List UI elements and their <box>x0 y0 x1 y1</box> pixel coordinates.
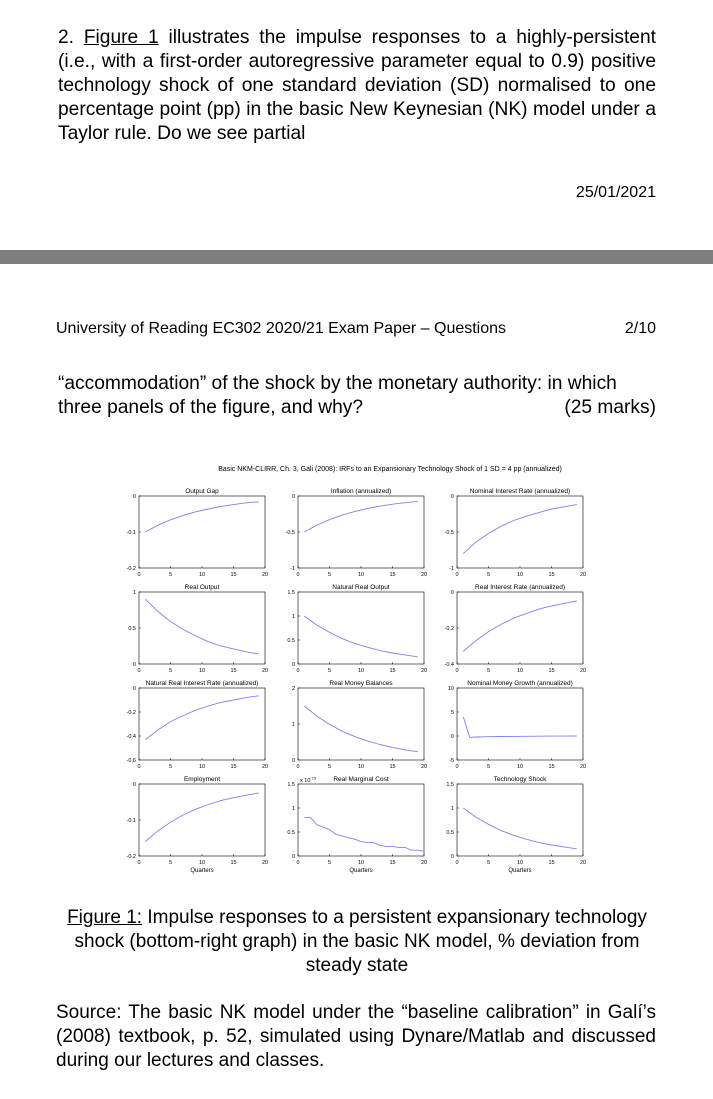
x-tick-label: 10 <box>198 668 206 674</box>
x-tick-label: 0 <box>296 668 300 674</box>
x-tick-label: 15 <box>548 572 555 578</box>
x-tick-label: 10 <box>516 668 524 674</box>
irf-panel-1 <box>286 488 428 578</box>
x-tick-label: 20 <box>579 764 587 770</box>
x-tick-label: 0 <box>296 860 300 866</box>
x-tick-label: 0 <box>455 668 459 674</box>
panel-title: Output Gap <box>185 488 219 495</box>
x-tick-label: 5 <box>486 572 491 578</box>
y-tick-label: -0.1 <box>126 818 136 824</box>
page-number: 2/10 <box>624 320 656 337</box>
x-tick-label: 20 <box>420 764 428 770</box>
figure-suptitle: Basic NKM-CLIRR, Ch. 3, Gali (2008): IRFs to an Expansionary Technology Shock of 1 SD = 4 pp (annualized) <box>218 466 562 473</box>
panel-frame <box>139 592 265 664</box>
x-axis-label: Quarters <box>190 868 214 874</box>
irf-line <box>145 502 258 532</box>
x-tick-label: 20 <box>420 668 428 674</box>
y-tick-label: -0.5 <box>285 530 295 536</box>
panel-frame <box>457 784 583 856</box>
y-tick-label: 10 <box>447 686 454 692</box>
y-tick-label: 0 <box>450 590 454 596</box>
y-tick-label: 1 <box>450 806 454 812</box>
irf-panel-9 <box>127 776 269 874</box>
question-text-part2 <box>58 372 656 420</box>
y-tick-label: 1 <box>291 806 295 812</box>
impulse-response-figure <box>108 458 618 874</box>
y-tick-label: 0 <box>132 782 136 788</box>
panel-title: Inflation (annualized) <box>330 488 392 495</box>
y-tick-label: -0.4 <box>126 734 136 740</box>
panel-frame <box>457 688 583 760</box>
y-multiplier: x $10^{-15}$ <box>300 775 317 784</box>
y-tick-label: 0 <box>132 494 136 500</box>
irf-line <box>463 601 576 651</box>
x-tick-label: 10 <box>516 764 524 770</box>
x-tick-label: 20 <box>420 572 428 578</box>
y-tick-label: -0.2 <box>126 710 136 716</box>
x-tick-label: 15 <box>230 572 237 578</box>
x-axis-label: Quarters <box>508 868 532 874</box>
irf-panel-0 <box>127 488 269 578</box>
panel-title: Natural Real Interest Rate (annualized) <box>145 680 259 687</box>
x-tick-label: 15 <box>230 860 237 866</box>
panel-title: Real Marginal Cost <box>333 776 389 783</box>
irf-line <box>304 501 417 532</box>
x-tick-label: 5 <box>486 668 491 674</box>
y-tick-label: 0.5 <box>287 638 295 644</box>
y-tick-label: 0 <box>450 494 454 500</box>
question-body: illustrates the impulse responses to a highly-persistent (i.e., with a first-order autoregressive parameter equal to 0.9) positive technology shock of one standard deviation (SD) normalised to one percentage point (pp) in the basic New Keynesian (NK) model under a Taylor rule. Do we see partial <box>58 27 656 144</box>
x-tick-label: 10 <box>516 572 524 578</box>
x-tick-label: 10 <box>198 860 206 866</box>
panel-title: Natural Real Output <box>332 584 390 591</box>
x-tick-label: 0 <box>296 764 300 770</box>
panel-frame <box>298 688 424 760</box>
y-tick-label: -1 <box>290 566 295 572</box>
question-text-part1 <box>58 26 656 146</box>
y-tick-label: 0 <box>132 686 136 692</box>
x-tick-label: 10 <box>357 860 365 866</box>
panel-frame <box>298 592 424 664</box>
irf-panel-5 <box>445 584 587 674</box>
irf-line <box>463 505 576 554</box>
x-tick-label: 0 <box>137 572 141 578</box>
y-tick-label: -0.1 <box>126 530 136 536</box>
x-tick-label: 10 <box>198 764 206 770</box>
question-number: 2. <box>58 27 75 48</box>
irf-panel-3 <box>128 584 268 674</box>
header-title: University of Reading EC302 2020/21 Exam Paper – Questions <box>56 320 507 337</box>
x-tick-label: 0 <box>455 764 459 770</box>
irf-panel-11 <box>446 776 586 874</box>
x-tick-label: 0 <box>137 668 141 674</box>
y-tick-label: 0 <box>291 854 295 860</box>
x-tick-label: 20 <box>579 572 587 578</box>
x-tick-label: 15 <box>230 764 237 770</box>
x-tick-label: 0 <box>296 572 300 578</box>
x-tick-label: 10 <box>357 764 365 770</box>
y-tick-label: 0.5 <box>287 830 295 836</box>
x-tick-label: 15 <box>389 860 396 866</box>
y-tick-label: -0.5 <box>444 530 454 536</box>
irf-line <box>145 696 258 740</box>
y-tick-label: 0 <box>450 854 454 860</box>
irf-line <box>304 706 417 752</box>
irf-line <box>145 793 258 842</box>
panel-title: Nominal Interest Rate (annualized) <box>469 488 571 495</box>
x-tick-label: 20 <box>261 860 269 866</box>
y-multiplier-exponent: -15 <box>310 775 317 781</box>
page-header <box>56 320 656 338</box>
irf-line <box>463 717 576 738</box>
panel-frame <box>457 592 583 664</box>
x-tick-label: 15 <box>389 572 396 578</box>
x-tick-label: 10 <box>198 572 206 578</box>
x-tick-label: 20 <box>261 668 269 674</box>
y-tick-label: 0 <box>450 734 454 740</box>
x-tick-label: 15 <box>389 764 396 770</box>
x-tick-label: 20 <box>579 668 587 674</box>
irf-panel-6 <box>127 680 269 770</box>
x-tick-label: 10 <box>357 668 365 674</box>
question-continuation: “accommodation” of the shock by the monetary authority: in which three panels of the figure, and why? <box>58 373 617 418</box>
panel-title: Employment <box>183 776 221 783</box>
irf-panel-10 <box>287 776 427 875</box>
y-tick-label: 0 <box>291 494 295 500</box>
irf-line <box>463 808 576 849</box>
x-tick-label: 5 <box>327 572 332 578</box>
panel-title: Nominal Money Growth (annualized) <box>467 680 573 687</box>
caption-label: Figure 1: <box>67 907 143 928</box>
x-tick-label: 20 <box>261 764 269 770</box>
x-tick-label: 5 <box>486 860 491 866</box>
y-tick-label: 0 <box>291 662 295 668</box>
irf-panel-8 <box>448 680 586 770</box>
y-tick-label: 5 <box>450 710 454 716</box>
x-tick-label: 5 <box>168 860 173 866</box>
y-tick-label: 1 <box>132 590 136 596</box>
exam-date: 25/01/2021 <box>575 184 656 201</box>
x-tick-label: 10 <box>357 572 365 578</box>
y-tick-label: 1 <box>291 614 295 620</box>
y-tick-label: -0.2 <box>126 854 136 860</box>
y-tick-label: 0.5 <box>128 626 136 632</box>
irf-panel-4 <box>287 584 427 674</box>
x-tick-label: 5 <box>327 668 332 674</box>
x-tick-label: 20 <box>420 860 428 866</box>
x-tick-label: 0 <box>455 572 459 578</box>
x-tick-label: 0 <box>137 764 141 770</box>
x-tick-label: 15 <box>548 860 555 866</box>
y-tick-label: 1.5 <box>446 782 454 788</box>
panel-frame <box>139 688 265 760</box>
x-tick-label: 5 <box>168 668 173 674</box>
x-tick-label: 20 <box>579 860 587 866</box>
x-tick-label: 15 <box>389 668 396 674</box>
x-tick-label: 5 <box>168 572 173 578</box>
panel-title: Real Output <box>184 584 220 591</box>
y-tick-label: 0.5 <box>446 830 454 836</box>
page-break-band <box>0 250 713 264</box>
x-tick-label: 15 <box>230 668 237 674</box>
irf-line <box>145 599 258 654</box>
panel-frame <box>298 496 424 568</box>
x-tick-label: 15 <box>548 764 555 770</box>
source-note: Source: The basic NK model under the “baseline calibration” in Galí’s (2008) textbook, p. 52, simulated using Dynare/Matlab and discussed during our lectures and classes. <box>56 1002 656 1071</box>
y-tick-label: 1 <box>291 722 295 728</box>
y-tick-label: -0.6 <box>126 758 136 764</box>
y-tick-label: 2 <box>291 686 295 692</box>
irf-panel-2 <box>445 488 587 578</box>
x-tick-label: 5 <box>327 764 332 770</box>
x-tick-label: 0 <box>137 860 141 866</box>
irf-line <box>304 818 424 852</box>
x-tick-label: 5 <box>486 764 491 770</box>
y-tick-label: -0.2 <box>126 566 136 572</box>
panel-title: Real Money Balances <box>329 680 393 687</box>
figure-caption <box>60 906 654 978</box>
x-tick-label: 5 <box>327 860 332 866</box>
panel-title: Technology Shock <box>493 776 547 783</box>
x-tick-label: 15 <box>548 668 555 674</box>
x-tick-label: 10 <box>516 860 524 866</box>
caption-text: Impulse responses to a persistent expansionary technology shock (bottom-right graph) in the basic NK model, % deviation from steady state <box>74 907 647 976</box>
y-tick-label: -5 <box>449 758 454 764</box>
x-tick-label: 5 <box>168 764 173 770</box>
figure-reference: Figure 1 <box>83 27 159 48</box>
y-tick-label: 1.5 <box>287 590 295 596</box>
y-tick-label: 0 <box>291 758 295 764</box>
panel-frame <box>139 496 265 568</box>
x-tick-label: 20 <box>261 572 269 578</box>
irf-panel-7 <box>292 680 427 770</box>
x-axis-label: Quarters <box>349 868 373 874</box>
marks: (25 marks) <box>564 397 656 418</box>
y-tick-label: 1.5 <box>287 782 295 788</box>
y-tick-label: -0.4 <box>444 662 454 668</box>
panel-title: Real Interest Rate (annualized) <box>475 584 565 591</box>
y-tick-label: -0.2 <box>444 626 454 632</box>
y-tick-label: 0 <box>132 662 136 668</box>
panel-frame <box>298 784 424 856</box>
y-tick-label: -1 <box>449 566 454 572</box>
x-tick-label: 0 <box>455 860 459 866</box>
irf-line <box>304 616 417 657</box>
